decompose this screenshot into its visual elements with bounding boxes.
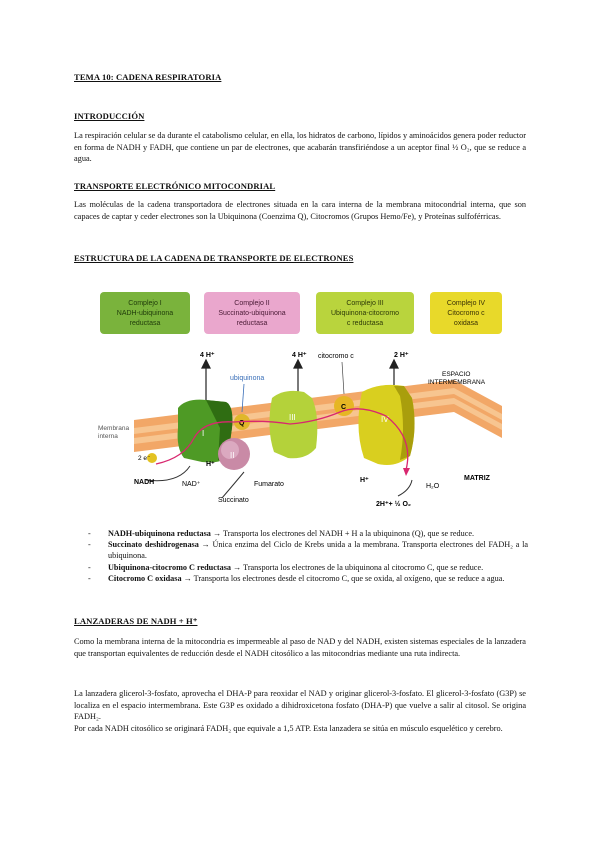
shuttle-paragraph-3: Por cada NADH citosólico se originará FADH₂ que equivale a 1,5 ATP. Esta lanzadera se sitúa en músculo esquelético y cerebro. bbox=[74, 724, 503, 733]
document-title: TEMA 10: CADENA RESPIRATORIA bbox=[74, 72, 222, 82]
complex-iii-title: Complejo III bbox=[346, 300, 384, 307]
complex-iv-title: Complejo IV bbox=[446, 300, 486, 307]
complex-iii-box bbox=[316, 292, 414, 334]
complex-i-title: Complejo I bbox=[128, 300, 162, 307]
cytochrome-c-letter: C bbox=[341, 404, 347, 411]
complex-ii-box bbox=[204, 292, 300, 334]
list-item: - Citocromo C oxidasa → Transporta los electrones desde el citocromo C, que se oxida, al oxígeno, que se reduce a agua. bbox=[88, 573, 505, 583]
cytochrome-c-label: citocromo c bbox=[318, 353, 354, 360]
structure-heading: ESTRUCTURA DE LA CADENA DE TRANSPORTE DE ELECTRONES bbox=[74, 253, 354, 263]
complex-ii-shape bbox=[218, 438, 250, 470]
ubiquinone-label: ubiquinona bbox=[230, 375, 265, 382]
electron-transport-chain-figure bbox=[94, 288, 506, 510]
list-item: - Succinato deshidrogenasa → Única enzima del Ciclo de Krebs unida a la membrana. Transporta electrones del FADH₂ a la ubiquinona. bbox=[88, 540, 528, 561]
transport-heading: TRANSPORTE ELECTRÓNICO MITOCONDRIAL bbox=[74, 181, 276, 191]
shuttle-paragraph-2: La lanzadera glicerol-3-fosfato, aprovecha el DHA-P para reoxidar el NAD y originar glicerol-3-fosfato. El glicerol-3-fosfato (G3P) se localiza en el espacio intermembrana. Este G3P es oxidado a dihidroxicetona fosfato (DHA-P) que vuelve a salir al citosol. Se origina FADH₂. bbox=[74, 689, 526, 722]
proton-matrix-2: H⁺ bbox=[360, 477, 369, 484]
shuttle-paragraph-1: Como la membrana interna de la mitocondria es impermeable al paso de NAD y del NADH, existen sistemas especiales de la lanzadera que transportan equivalentes de reducción desde el NADH citosólico a las mitocondrias mediante una ruta indirecta. bbox=[74, 637, 526, 658]
intermembrane-label-1: ESPACIO bbox=[442, 371, 471, 378]
oxygen-label: 2H⁺+ ½ O₂ bbox=[376, 501, 412, 508]
nad-label: NAD⁺ bbox=[182, 481, 201, 488]
fumarate-label: Fumarato bbox=[254, 481, 284, 488]
list-item: - NADH-ubiquinona reductasa → Transporta los electrones del NADH + H a la ubiquinona (Q), que se reduce. bbox=[88, 529, 475, 538]
intro-heading: INTRODUCCIÓN bbox=[74, 111, 145, 121]
proton-label-iii: 4 H⁺ bbox=[292, 352, 307, 359]
complex-iv-name2: oxidasa bbox=[453, 320, 479, 327]
proton-matrix-1: H⁺ bbox=[206, 461, 215, 468]
complex-iv-box bbox=[430, 292, 502, 334]
proton-label-iv: 2 H⁺ bbox=[394, 352, 409, 359]
complex-ii-label: II bbox=[230, 451, 235, 460]
membrane-label-1: Membrana bbox=[98, 425, 130, 432]
complex-iii-shape bbox=[269, 391, 317, 458]
complex-ii-title: Complejo II bbox=[234, 300, 270, 307]
complex-i-box bbox=[100, 292, 190, 334]
complex-list bbox=[88, 528, 528, 584]
complex-iii-label: III bbox=[289, 413, 296, 422]
matrix-label: MATRIZ bbox=[464, 475, 490, 482]
ubiquinone-q: Q bbox=[239, 420, 245, 427]
complex-iii-name2: c reductasa bbox=[346, 320, 384, 327]
shuttle-heading: LANZADERAS DE NADH + H⁺ bbox=[74, 616, 198, 626]
complex-i-label: I bbox=[202, 429, 205, 438]
complex-i-name2: reductasa bbox=[129, 320, 161, 327]
complex-ii-name2: reductasa bbox=[236, 320, 268, 327]
succinate-label: Succinato bbox=[218, 497, 249, 504]
complex-i-name: NADH-ubiquinona bbox=[116, 310, 174, 317]
complex-iii-name: Ubiquinona-citocromo bbox=[330, 310, 400, 317]
water-label: H₂O bbox=[426, 483, 440, 490]
complex-iv-name: Citocromo c bbox=[447, 310, 485, 317]
transport-paragraph: Las moléculas de la cadena transportadora de electrones situada en la cara interna de la membrana mitocondrial interna, que son capaces de captar y ceder electrones son la Ubiquinona (Coenzima Q), Citocromos (Grupos Hemo/Fe), y Proteínas sulfoférricas. bbox=[74, 200, 526, 221]
intermembrane-label-2: INTERMEMBRANA bbox=[428, 379, 486, 386]
list-item: - Ubiquinona-citocromo C reductasa → Transporta los electrones de la ubiquinona al citocromo C, que se reduce. bbox=[88, 562, 484, 572]
complex-iv-label: IV bbox=[381, 415, 389, 424]
complex-iv-shape bbox=[358, 385, 414, 465]
nadh-label: NADH bbox=[134, 479, 155, 486]
membrane-label-2: interna bbox=[98, 433, 118, 440]
proton-label-i: 4 H⁺ bbox=[200, 352, 215, 359]
electrons-label: 2 e⁻ bbox=[138, 455, 151, 462]
intro-paragraph: La respiración celular se da durante el catabolismo celular, en ella, los hidratos de carbono, lípidos y aminoácidos genera poder reductor en forma de NADH y FADH, que contiene un par de electrones, que acabarán transfiriéndose a un aceptor final ½ O₂, que se reduce a agua. bbox=[74, 131, 526, 164]
complex-ii-name: Succinato-ubiquinona bbox=[218, 310, 286, 317]
